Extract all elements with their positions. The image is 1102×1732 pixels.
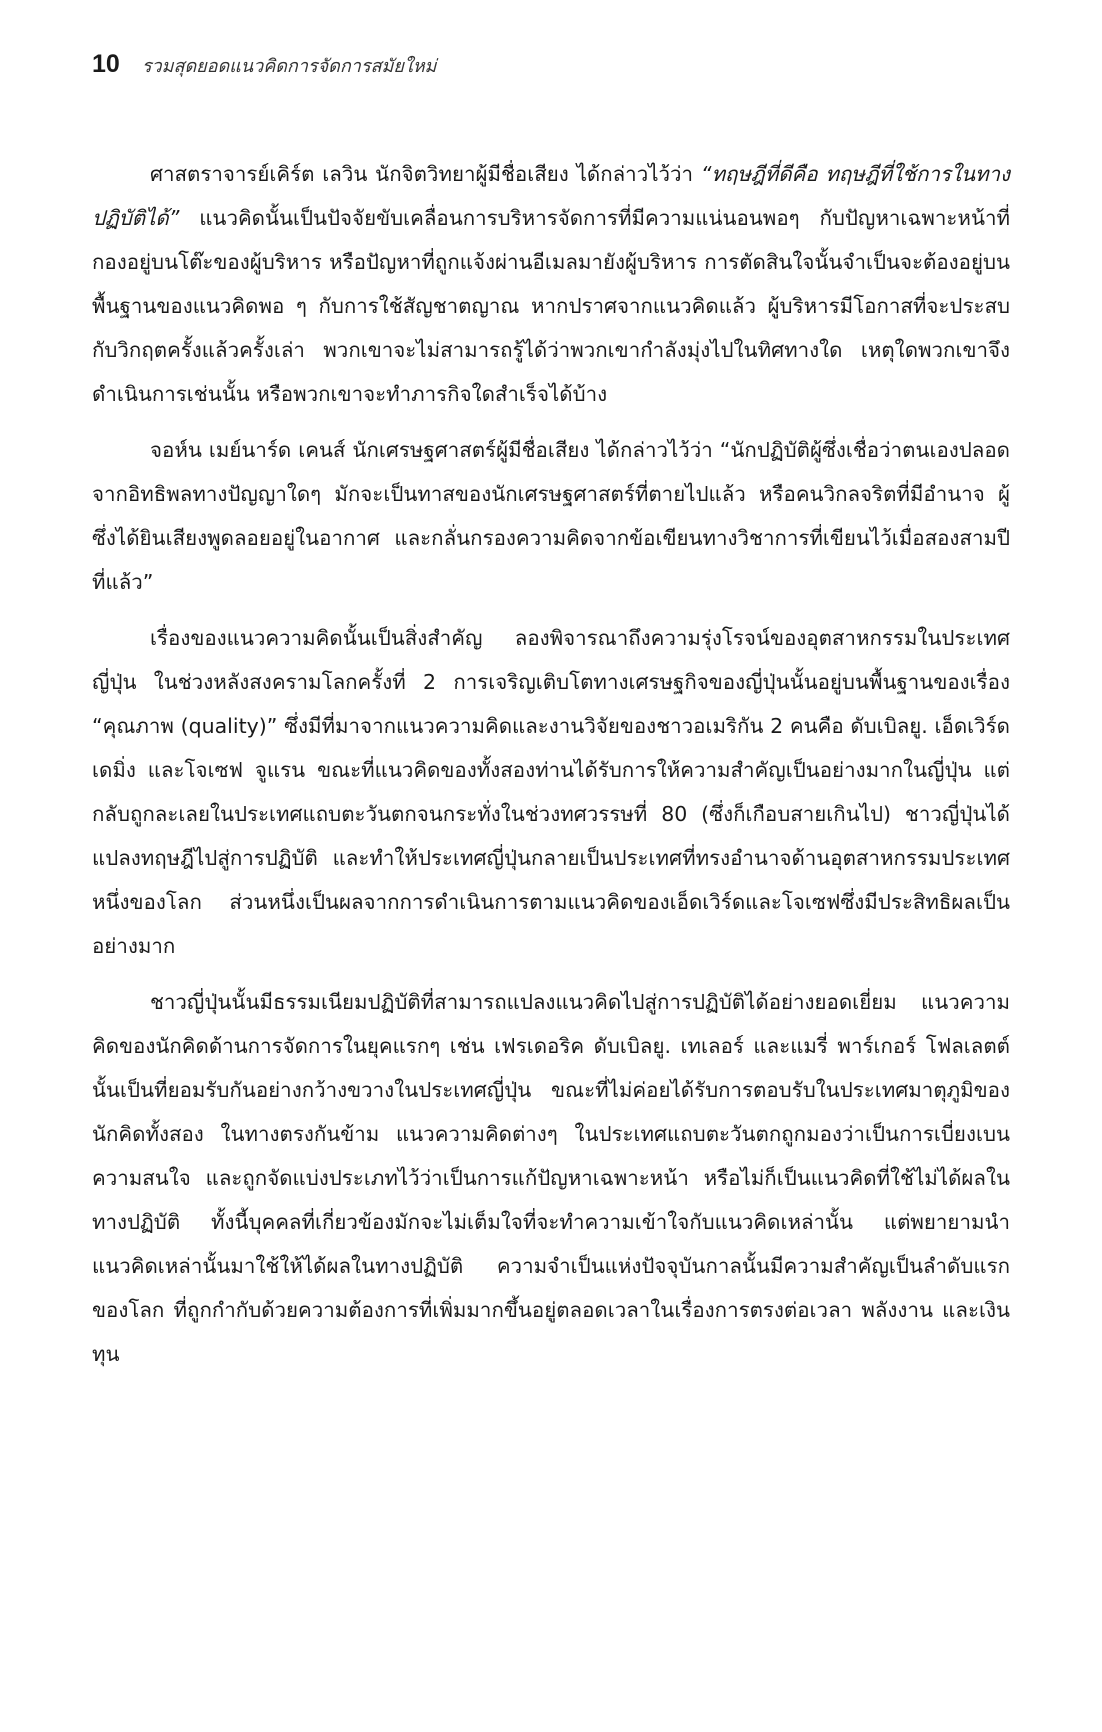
running-header (92, 50, 436, 80)
page-number: 10 (92, 50, 120, 78)
paragraph-1-rest: แนวคิดนั้นเป็นปัจจัยขับเคลื่อนการบริหารจัดการที่มีความแน่นอนพอๆ กับปัญหาเฉพาะหน้าที่กองอยู่บนโต๊ะของผู้บริหาร หรือปัญหาที่ถูกแจ้งผ่านอีเมลมายังผู้บริหาร การตัดสินใจนั้นจำเป็นจะต้องอยู่บนพื้นฐานของแนวคิดพอ ๆ กับการใช้สัญชาตญาณ หากปราศจากแนวคิดแล้ว ผู้บริหารมีโอกาสที่จะประสบกับวิกฤตครั้งแล้วครั้งเล่า พวกเขาจะไม่สามารถรู้ได้ว่าพวกเขากำลังมุ่งไปในทิศทางใด เหตุใดพวกเขาจึงดำเนินการเช่นนั้น หรือพวกเขาจะทำภารกิจใดสำเร็จได้บ้าง (92, 206, 1010, 406)
paragraph-1 (92, 152, 1010, 416)
book-title: รวมสุดยอดแนวคิดการจัดการสมัยใหม่ (141, 56, 437, 77)
lewin-quote: “ทฤษฎีที่ดีคือ ทฤษฎีที่ใช้การในทางปฏิบัติได้” (92, 162, 1010, 230)
paragraph-1-lead: ศาสตราจารย์เคิร์ต เลวิน นักจิตวิทยาผู้มีชื่อเสียง ได้กล่าวไว้ว่า (150, 162, 701, 186)
paragraph-4: ชาวญี่ปุ่นนั้นมีธรรมเนียมปฏิบัติที่สามารถแปลงแนวคิดไปสู่การปฏิบัติได้อย่างยอดเยี่ยม แนวความคิดของนักคิดด้านการจัดการในยุคแรกๆ เช่น เฟรเดอริค ดับเบิลยู. เทเลอร์ และแมรี่ พาร์เกอร์ โฟลเลตต์ นั้นเป็นที่ยอมรับกันอย่างกว้างขวางในประเทศญี่ปุ่น ขณะที่ไม่ค่อยได้รับการตอบรับในประเทศมาตุภูมิของนักคิดทั้งสอง ในทางตรงกันข้าม แนวความคิดต่างๆ ในประเทศแถบตะวันตกถูกมองว่าเป็นการเบี่ยงเบนความสนใจ และถูกจัดแบ่งประเภทไว้ว่าเป็นการแก้ปัญหาเฉพาะหน้า หรือไม่ก็เป็นแนวคิดที่ใช้ไม่ได้ผลในทางปฏิบัติ ทั้งนี้บุคคลที่เกี่ยวข้องมักจะไม่เต็มใจที่จะทำความเข้าใจกับแนวคิดเหล่านั้น แต่พยายามนำแนวคิดเหล่านั้นมาใช้ให้ได้ผลในทางปฏิบัติ ความจำเป็นแห่งปัจจุบันกาลนั้นมีความสำคัญเป็นลำดับแรกของโลก ที่ถูกกำกับด้วยความต้องการที่เพิ่มมากขึ้นอยู่ตลอดเวลาในเรื่องการตรงต่อเวลา พลังงาน และเงินทุน (92, 990, 1010, 1366)
paragraph-2: จอห์น เมย์นาร์ด เคนส์ นักเศรษฐศาสตร์ผู้มีชื่อเสียง ได้กล่าวไว้ว่า “นักปฏิบัติผู้ซึ่งเชื่อว่าตนเองปลอดจากอิทธิพลทางปัญญาใดๆ มักจะเป็นทาสของนักเศรษฐศาสตร์ที่ตายไปแล้ว หรือคนวิกลจริตที่มีอำนาจ ผู้ซึ่งได้ยินเสียงพูดลอยอยู่ในอากาศ และกลั่นกรองความคิดจากข้อเขียนทางวิชาการที่เขียนไว้เมื่อสองสามปีที่แล้ว” (92, 438, 1010, 594)
paragraph-3: เรื่องของแนวความคิดนั้นเป็นสิ่งสำคัญ ลองพิจารณาถึงความรุ่งโรจน์ของอุตสาหกรรมในประเทศญี่ปุ่น ในช่วงหลังสงครามโลกครั้งที่ 2 การเจริญเติบโตทางเศรษฐกิจของญี่ปุ่นนั้นอยู่บนพื้นฐานของเรื่อง “คุณภาพ (quality)” ซึ่งมีที่มาจากแนวความคิดและงานวิจัยของชาวอเมริกัน 2 คนคือ ดับเบิลยู. เอ็ดเวิร์ด เดมิ่ง และโจเซฟ จูแรน ขณะที่แนวคิดของทั้งสองท่านได้รับการให้ความสำคัญเป็นอย่างมากในญี่ปุ่น แต่กลับถูกละเลยในประเทศแถบตะวันตกจนกระทั่งในช่วงทศวรรษที่ 80 (ซึ่งก็เกือบสายเกินไป) ชาวญี่ปุ่นได้แปลงทฤษฎีไปสู่การปฏิบัติ และทำให้ประเทศญี่ปุ่นกลายเป็นประเทศที่ทรงอำนาจด้านอุตสาหกรรมประเทศหนึ่งของโลก ส่วนหนึ่งเป็นผลจากการดำเนินการตามแนวคิดของเอ็ดเวิร์ดและโจเซฟซึ่งมีประสิทธิผลเป็นอย่างมาก (92, 626, 1010, 958)
body-text (92, 152, 1010, 1376)
